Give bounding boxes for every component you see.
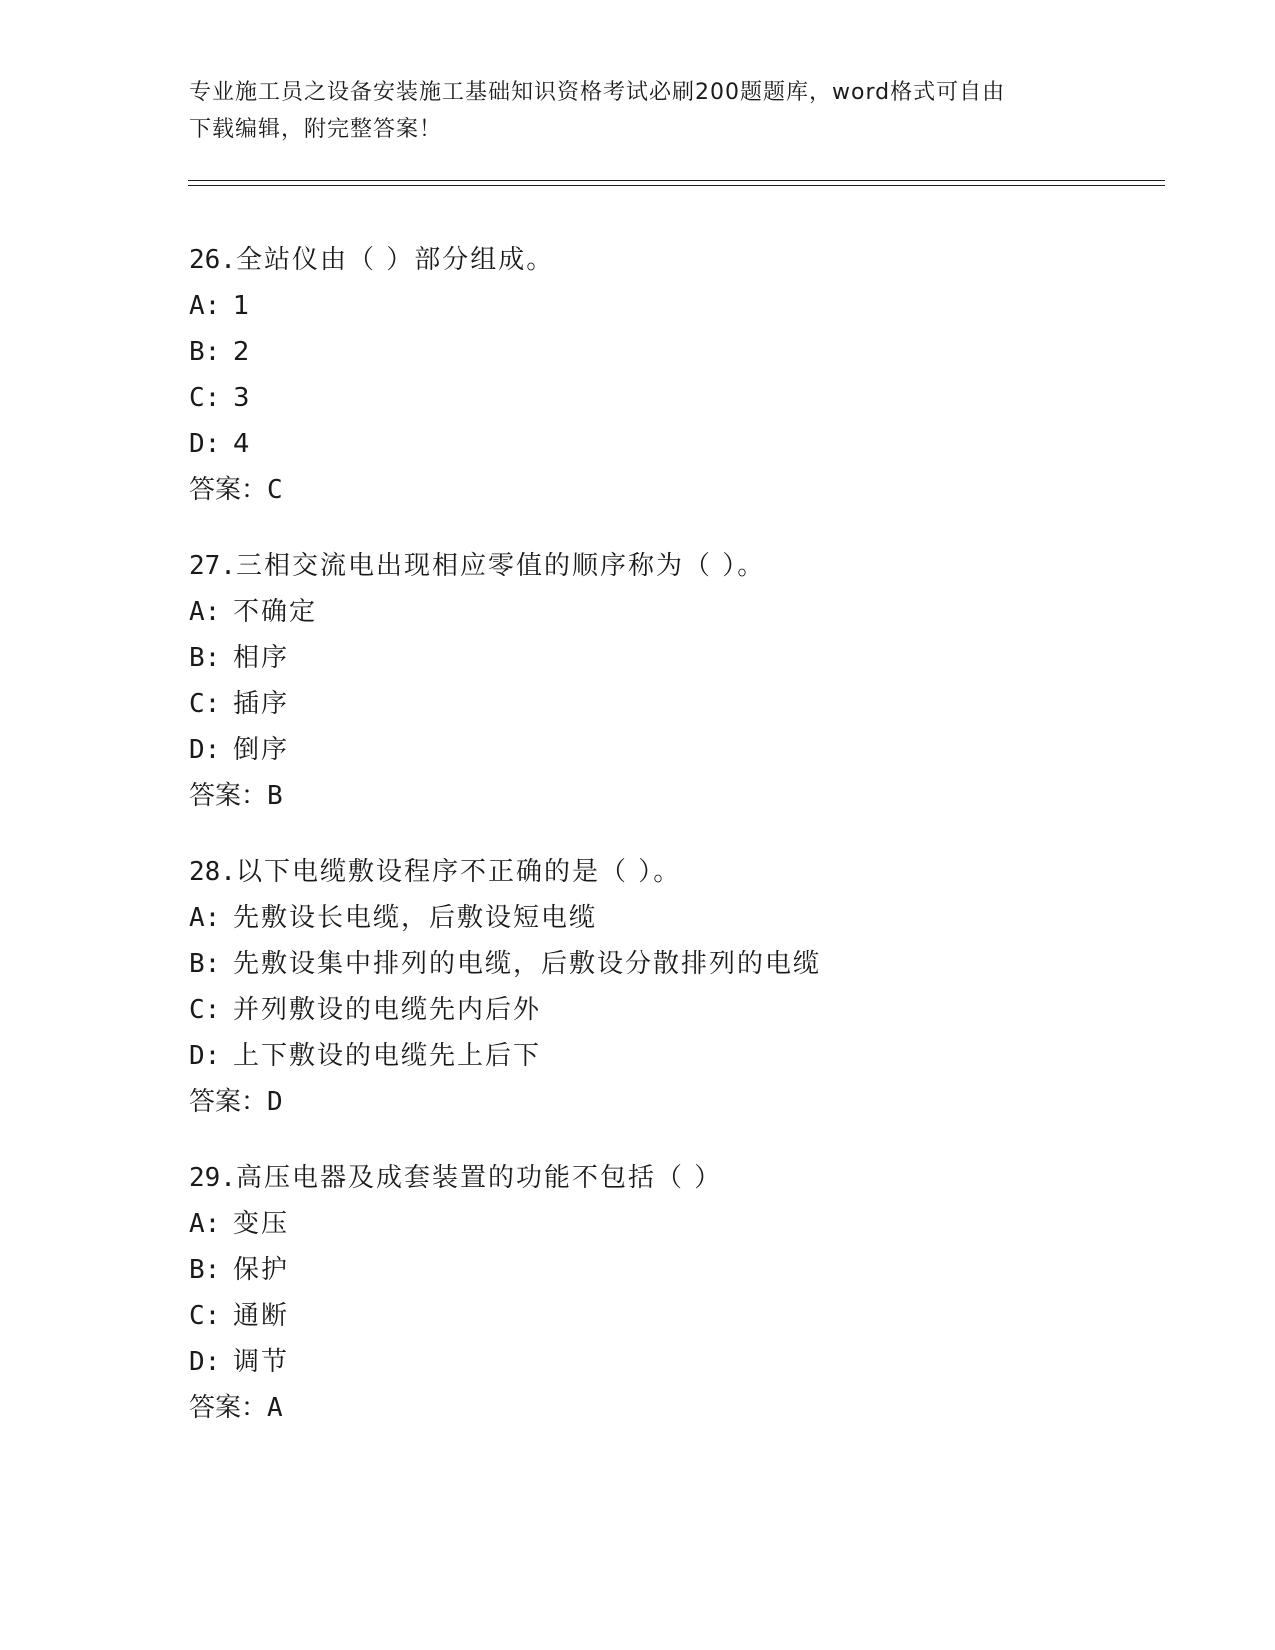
option-text: 4 [233, 429, 252, 459]
option-key: B: [189, 643, 221, 673]
option-c [189, 375, 1149, 421]
option-b [189, 635, 1149, 681]
answer [189, 1385, 1149, 1431]
question-29 [189, 1155, 1149, 1431]
option-text: 先敷设长电缆，后敷设短电缆 [233, 903, 598, 933]
header-title-line-2: 下载编辑，附完整答案！ [189, 117, 443, 142]
option-key: C: [189, 689, 221, 719]
document-header [189, 74, 1089, 148]
option-key: D: [189, 429, 221, 459]
option-c [189, 1293, 1149, 1339]
option-text: 保护 [233, 1255, 290, 1285]
option-key: D: [189, 1041, 221, 1071]
question-text: 高压电器及成套装置的功能不包括（ ） [235, 1163, 723, 1193]
option-text: 3 [233, 383, 252, 413]
option-text: 先敷设集中排列的电缆，后敷设分散排列的电缆 [233, 949, 822, 979]
question-list [189, 237, 1149, 1461]
option-text: 2 [233, 337, 252, 367]
option-b [189, 329, 1149, 375]
option-key: C: [189, 383, 221, 413]
option-text: 1 [233, 291, 252, 321]
option-key: C: [189, 1301, 221, 1331]
option-text: 并列敷设的电缆先内后外 [233, 995, 542, 1025]
option-text: 插序 [233, 689, 290, 719]
question-28 [189, 849, 1149, 1125]
answer-value: D [267, 1087, 283, 1117]
option-a [189, 589, 1149, 635]
question-stem [189, 237, 1149, 283]
option-a [189, 895, 1149, 941]
option-d [189, 727, 1149, 773]
option-a [189, 1201, 1149, 1247]
question-27 [189, 543, 1149, 819]
option-key: B: [189, 337, 221, 367]
option-text: 上下敷设的电缆先上后下 [233, 1041, 542, 1071]
question-text: 全站仪由（ ）部分组成。 [235, 245, 555, 275]
option-text: 通断 [233, 1301, 290, 1331]
answer-value: B [267, 781, 283, 811]
option-key: B: [189, 949, 221, 979]
option-c [189, 681, 1149, 727]
option-text: 倒序 [233, 735, 290, 765]
answer-label: 答案： [189, 475, 268, 505]
option-c [189, 987, 1149, 1033]
question-stem [189, 1155, 1149, 1201]
option-d [189, 421, 1149, 467]
option-key: A: [189, 291, 221, 321]
option-text: 调节 [233, 1347, 290, 1377]
option-key: A: [189, 597, 221, 627]
answer-label: 答案： [189, 781, 268, 811]
answer-value: C [267, 475, 283, 505]
option-a [189, 283, 1149, 329]
question-26 [189, 237, 1149, 513]
answer-label: 答案： [189, 1087, 268, 1117]
question-number: 29. [189, 1163, 236, 1193]
question-text: 以下电缆敷设程序不正确的是（ ）。 [235, 857, 682, 887]
option-key: D: [189, 735, 221, 765]
option-key: C: [189, 995, 221, 1025]
header-divider-top [188, 180, 1165, 181]
option-d [189, 1339, 1149, 1385]
question-number: 26. [189, 245, 236, 275]
option-key: A: [189, 1209, 221, 1239]
question-number: 28. [189, 857, 236, 887]
question-text: 三相交流电出现相应零值的顺序称为（ ）。 [235, 551, 766, 581]
option-key: B: [189, 1255, 221, 1285]
question-stem [189, 543, 1149, 589]
option-key: D: [189, 1347, 221, 1377]
answer [189, 467, 1149, 513]
option-text: 相序 [233, 643, 290, 673]
header-divider-bottom [188, 185, 1165, 186]
option-text: 变压 [233, 1209, 290, 1239]
option-b [189, 1247, 1149, 1293]
answer [189, 773, 1149, 819]
option-d [189, 1033, 1149, 1079]
answer [189, 1079, 1149, 1125]
option-key: A: [189, 903, 221, 933]
question-stem [189, 849, 1149, 895]
option-b [189, 941, 1149, 987]
answer-label: 答案： [189, 1393, 268, 1423]
question-number: 27. [189, 551, 236, 581]
header-title-line-1: 专业施工员之设备安装施工基础知识资格考试必刷200题题库，word格式可自由 [189, 80, 1006, 105]
option-text: 不确定 [233, 597, 318, 627]
answer-value: A [267, 1393, 283, 1423]
